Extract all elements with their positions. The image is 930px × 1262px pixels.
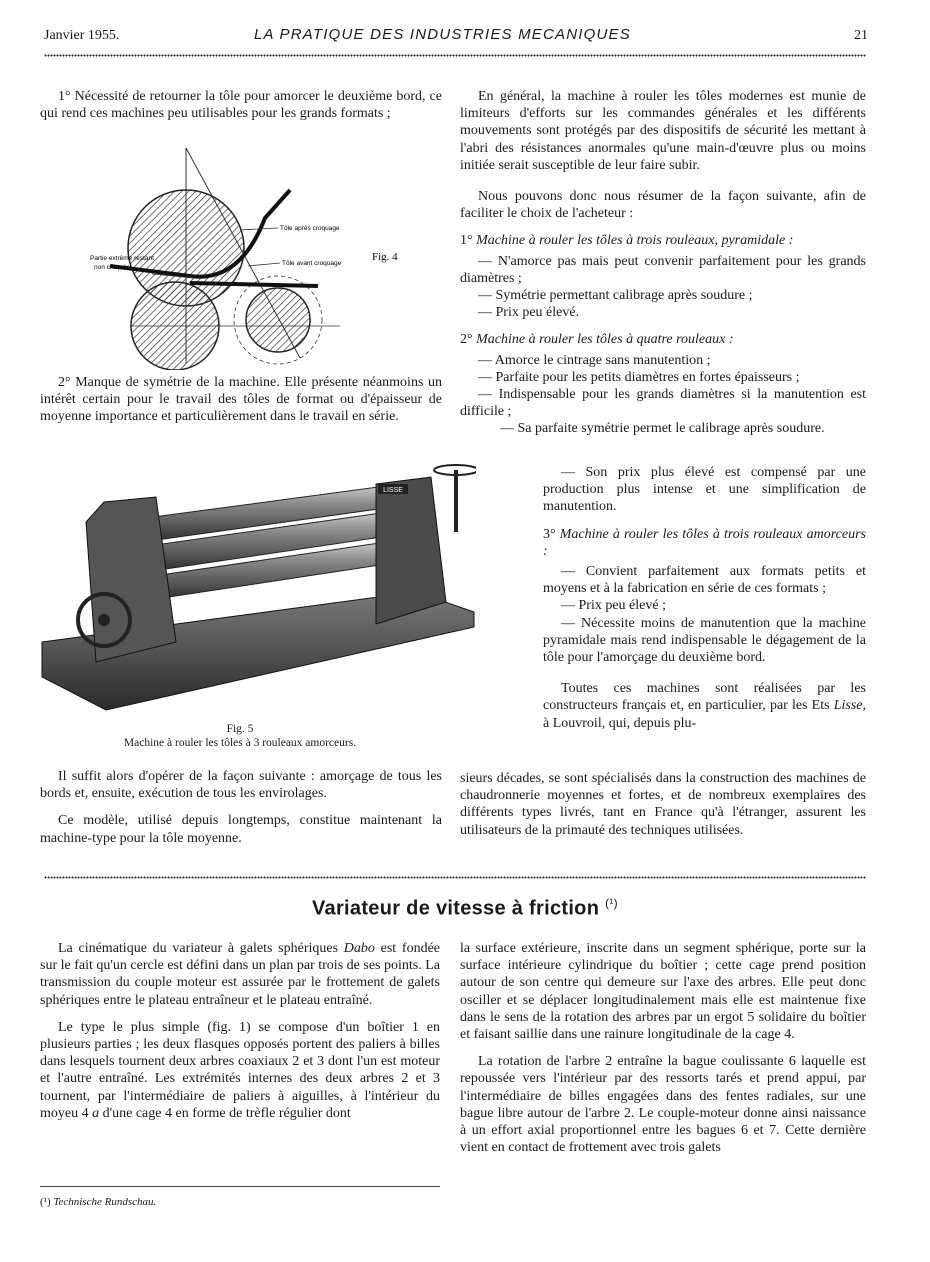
section-1-item-2: — Symétrie permettant calibrage après soudure ; (478, 288, 753, 304)
footnote-text: Technische Rundschau. (53, 1196, 157, 1208)
section-3-heading (543, 526, 866, 560)
article-right-paragraph-2: La rotation de l'arbre 2 entraîne la bague coulissante 6 laquelle est repoussée vers l'intérieur par des ressorts tarés et prend appui, par l'intermédiaire de billes engagées dans des fentes radiales, sur une bague libre autour de l'arbre 2. Le couple-moteur donne ainsi naissance à un effort axial proportionnel entre les bagues 6 et 7. Cette dernière vient en contact de frottement avec trois galets (460, 1054, 866, 1156)
label-after: Tôle après croquage (280, 225, 340, 232)
last-text-lisse: Lisse, (833, 698, 867, 714)
section-2-item-1: — Amorce le cintrage sans manutention ; (478, 352, 711, 368)
header-title: LA PRATIQUE DES INDUSTRIES MECANIQUES (254, 26, 631, 43)
figure-5-text: Machine à rouler les tôles à 3 rouleaux amorceurs. (123, 737, 357, 749)
figure-4-label: Fig. 4 (372, 251, 398, 263)
side-roller (246, 288, 310, 352)
art-p2-it: a (92, 1105, 100, 1121)
article-right-column (460, 940, 866, 1166)
label-part-line2: non croquée (94, 264, 131, 271)
section-2-number: 2° (460, 332, 473, 348)
right-paragraph-1: En général, la machine à rouler les tôles modernes est munie de limiteurs d'efforts sur les commandes générales et les différents mouvements sont protégés par des dispositifs de sécurité les mettant à l'abri des résistances anormales qu'une main-d'œuvre plus ou moins initiée serait susceptible de leur faire subir. (460, 89, 866, 173)
label-before: Tôle avant croquage (282, 260, 342, 267)
art-p2-a: Le type le plus simple (fig. 1) se compose d'un boîtier 1 en plusieurs parties ; les deux flasques opposés portent des paliers à billes dans lesquels tournent deux arbres coaxiaux 2 et 3 dont l'un est moteur et l'autre entraîné. Les extrémités internes des deux arbres 2 et 3 tournent, par l'intermédiaire de paliers à aiguilles, à l'intérieur du moyeu 4 (40, 1019, 440, 1121)
art-p1-b: est fondée sur le fait qu'un cercle est défini dans un plan par trois de ses points. La transmission du couple moteur est assurée par le frottement de galets sphériques entre le plateau entraîneur et le plateau entraîné. (40, 941, 441, 1008)
last-text-b: à Louvroil, qui, depuis plu- (543, 715, 697, 731)
left-paragraph-1: 1° Nécessité de retourner la tôle pour amorcer le deuxième bord, ce qui rend ces machines peu utilisables pour les grands formats ; (40, 89, 442, 122)
section-3-number: 3° (543, 526, 556, 542)
middle-dotted-rule (44, 876, 866, 879)
page-header (44, 26, 868, 50)
last-text-a: Toutes ces machines sont réalisées par les constructeurs français et, en particulier, par les Ets (543, 681, 866, 714)
section-2-item-5: — Son prix plus élevé est compensé par une production plus intense et une simplification de manutention. (543, 465, 866, 515)
article-left-column (40, 940, 440, 1132)
section-2-title: Machine à rouler les tôles à quatre rouleaux : (476, 332, 734, 348)
left-column-bottom (40, 768, 442, 857)
right-paragraph-2: Nous pouvons donc nous résumer de la façon suivante, afin de faciliter le choix de l'acheteur : (460, 189, 866, 222)
section-1-item-3: — Prix peu élevé. (478, 305, 580, 321)
footnote-rule (40, 1186, 440, 1187)
section-2-item-4: — Sa parfaite symétrie permet le calibrage après soudure. (500, 421, 825, 437)
right-column-bottom (460, 770, 866, 849)
right-column-top (460, 88, 866, 438)
art-p2-b: d'une cage 4 en forme de trèfle régulier dont (102, 1105, 351, 1121)
section-1-heading (460, 232, 866, 249)
article-title-note: (¹) (605, 896, 618, 910)
section-2-heading (460, 331, 866, 348)
right-column-narrow (543, 464, 866, 732)
section-1-number: 1° (460, 233, 473, 249)
section-3-item-2: — Prix peu élevé ; (561, 598, 666, 614)
left-column-mid (40, 374, 442, 436)
article-title (0, 896, 930, 921)
section-1-title: Machine à rouler les tôles à trois rouleaux, pyramidale : (476, 233, 794, 249)
figure-5-caption (40, 722, 440, 750)
left-paragraph-2: 2° Manque de symétrie de la machine. Elle présente néanmoins un intérêt certain pour le travail des tôles de format ou d'épaisseur de moyenne importance et particulièrement dans le travail en série. (40, 375, 442, 425)
section-2-item-3: — Indispensable pour les grands diamètres si la manutention est difficile ; (460, 387, 866, 420)
right-last-paragraph-start (543, 680, 866, 732)
figure-5-number: Fig. 5 (226, 723, 254, 735)
brand-plate: LISSE (383, 487, 403, 494)
label-part-line1: Partie extrême restant (90, 255, 154, 262)
article-left-paragraph-1 (40, 940, 440, 1009)
article-right-paragraph-1: la surface extérieure, inscrite dans un segment sphérique, porte sur la surface intérieure cylindrique du boîtier ; cette cage prend position autour de son centre qui demeure sur l'axe des arbres. Elle peut donc osciller et se déplacer longitudinalement mais elle est maintenue fixe dans le sens de la rotation des arbres par un ergot 5 solidaire du boîtier et faisant saillie dans une rainure longitudinale de la cage 4. (460, 941, 866, 1043)
figure-5-machine-photo (36, 462, 476, 714)
figure-4-diagram (90, 148, 420, 370)
article-title-text: Variateur de vitesse à friction (312, 897, 600, 920)
right-last-paragraph-end: sieurs décades, se sont spécialisés dans la construction des machines de chaudronnerie moyennes et fortes, et de nombreux exemplaires des différents types livrés, tant en France qu'à l'étranger, assurent les utilisateurs de la primauté des techniques utilisées. (460, 771, 866, 838)
section-1-item-1: — N'amorce pas mais peut convenir parfaitement pour les grands diamètres ; (460, 253, 866, 286)
footnote-mark: (¹) (40, 1196, 51, 1208)
left-paragraph-3: Il suffit alors d'opérer de la façon suivante : amorçage de tous les bords et, ensuite, exécution de tous les envirolages. (40, 769, 442, 802)
header-date: Janvier 1955. (44, 28, 120, 43)
article-left-paragraph-2 (40, 1019, 440, 1122)
left-paragraph-4: Ce modèle, utilisé depuis longtemps, constitue maintenant la machine-type pour la tôle moyenne. (40, 813, 442, 846)
section-2-item-2: — Parfaite pour les petits diamètres en fortes épaisseurs ; (478, 369, 800, 385)
art-p1-a: La cinématique du variateur à galets sphériques (58, 941, 339, 956)
top-dotted-rule (44, 54, 866, 57)
left-column-top (40, 88, 442, 132)
art-p1-dabo: Dabo (343, 941, 375, 956)
footnote (40, 1196, 156, 1208)
section-3-title: Machine à rouler les tôles à trois rouleaux amorceurs : (543, 526, 867, 559)
page-number: 21 (854, 28, 868, 43)
section-3-item-3: — Nécessite moins de manutention que la machine pyramidale mais rend indispensable le dégagement de la tôle pour l'amorçage du deuxième bord. (543, 615, 866, 666)
section-3-item-1: — Convient parfaitement aux formats petits et moyens et à la fabrication en série de ces formats ; (543, 564, 866, 597)
